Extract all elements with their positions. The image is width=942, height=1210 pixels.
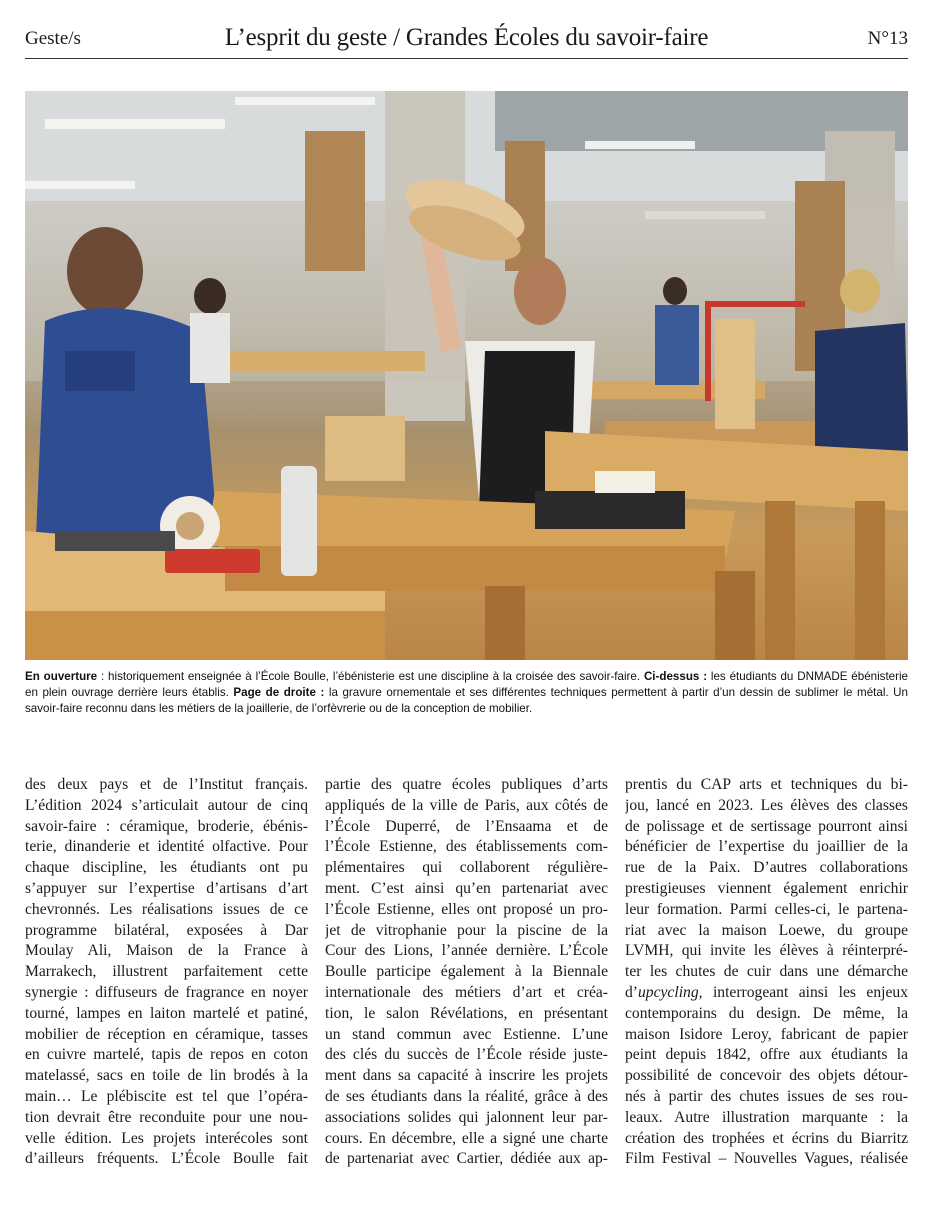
text-line: tion devrait être reconduite pour une nou- bbox=[25, 1108, 308, 1126]
text-line: des deux pays et de l’Institut français. bbox=[25, 776, 308, 793]
text-line: l’École Estienne, elles ont proposé un pro- bbox=[325, 900, 608, 918]
text-line: l’École Duperré, de l’Ensaama et de bbox=[325, 817, 608, 835]
text-line: programme bilatéral, exposées à Dar bbox=[25, 921, 308, 939]
page-title: L’esprit du geste / Grandes Écoles du savoir-faire bbox=[224, 24, 709, 51]
text-line: maison Isidore Leroy, fabricant de papier bbox=[625, 1025, 908, 1043]
text-line: Film Festival – Nouvelles Vagues, réalisée bbox=[625, 1150, 908, 1168]
text-line: création des trophées et écrins du Biarritz bbox=[625, 1129, 908, 1147]
text-line: nés à partir des chutes issues de ses rou- bbox=[625, 1087, 908, 1105]
text-line: savoir-faire : céramique, broderie, ébénis- bbox=[25, 817, 308, 835]
text-line: de ses étudiants dans la réalité, grâce à des bbox=[325, 1087, 608, 1105]
caption-label-above: Ci-dessus : bbox=[643, 670, 708, 683]
text-line: Cour des Lions, l’année dernière. L’École bbox=[325, 942, 608, 960]
caption-label-right-page: Page de droite : bbox=[233, 686, 325, 699]
text-line: possibilité de concevoir des objets détour- bbox=[625, 1067, 908, 1085]
caption-text-opening: : historiquement enseignée à l’École Boulle, l’ébénisterie est une discipline à la croisée des savoir-faire. bbox=[97, 670, 644, 683]
text-line: internationale des métiers d’art et créa- bbox=[325, 983, 608, 1001]
text-line: terie, dinanderie et identité olfactive. Pour bbox=[25, 838, 308, 856]
text-line: mobilier de réception en céramique, tasses bbox=[25, 1025, 308, 1043]
text-line: tion, le salon Révélations, en présentant bbox=[325, 1004, 608, 1022]
text-line: en cuivre martelé, tapis de repos en coton bbox=[25, 1046, 308, 1064]
text-line: ment. C’est ainsi qu’en partenariat avec bbox=[325, 879, 608, 897]
text-line: LVMH, qui invite les élèves à réinterpré- bbox=[625, 942, 908, 960]
text-line: rue de la Paix. D’autres collaborations bbox=[625, 859, 908, 877]
text-line: matelassé, sacs en toile de lin brodés à la bbox=[25, 1067, 308, 1085]
text-line: riat avec la maison Loewe, du groupe bbox=[625, 921, 908, 939]
text-line: associations solides qui jalonnent leur par- bbox=[325, 1108, 608, 1126]
text-column-2 bbox=[325, 775, 608, 1170]
text-line: chevronnés. Les réalisations issues de ce bbox=[25, 900, 308, 918]
text-line: jet de vitrophanie pour la piscine de la bbox=[325, 921, 608, 939]
text-line: synergie : diffuseurs de fragrance en noyer bbox=[25, 983, 308, 1001]
text-line: des clés du succès de l’École réside juste- bbox=[325, 1046, 608, 1064]
text-line: Boulle participe également à la Biennale bbox=[325, 963, 608, 981]
photo-caption bbox=[25, 669, 908, 717]
text-line: ter les chutes de cuir dans une démarche bbox=[625, 963, 908, 981]
text-line: main… Le plébiscite est tel que l’opéra- bbox=[25, 1087, 308, 1105]
text-line: Moulay Ali, Maison de la France à bbox=[25, 942, 308, 960]
text-line: de partenariat avec Cartier, dédiée aux ap- bbox=[325, 1150, 608, 1168]
text-line: l’École Estienne, des établissements com- bbox=[325, 838, 608, 856]
text-line: velle édition. Les projets interécoles sont bbox=[25, 1129, 308, 1147]
workshop-photo-illustration bbox=[25, 91, 908, 660]
magazine-name: Geste/s bbox=[25, 28, 81, 49]
text-line: partie des quatre écoles publiques d’arts bbox=[325, 776, 608, 793]
caption-text-right-page: la gravure ornementale et ses différentes techniques permettent à partir d’un dessin de sublimer le métal. Un savoir-faire reconnu dans les métiers de la joaillerie, de l’orfèvrerie ou de la conception de mobilier. bbox=[25, 686, 908, 715]
text-line: bénéficier de l’expertise du joaillier de la bbox=[625, 838, 908, 856]
text-line: L’édition 2024 s’articulait autour de cinq bbox=[25, 796, 308, 814]
text-line: jou, lancé en 2023. Les élèves des classes bbox=[625, 796, 908, 814]
text-line: d’upcycling, interrogeant ainsi les enjeux bbox=[625, 983, 908, 1001]
text-line: contemporains du design. De même, la bbox=[625, 1004, 908, 1022]
text-line: cours. En décembre, elle a signé une charte bbox=[325, 1129, 608, 1147]
text-line: de polissage et de sertissage pourront ainsi bbox=[625, 817, 908, 835]
text-line: prentis du CAP arts et techniques du bi- bbox=[625, 776, 908, 793]
text-line: leur formation. Parmi celles-ci, le partena- bbox=[625, 900, 908, 918]
text-line: peint depuis 1842, offre aux étudiants la bbox=[625, 1046, 908, 1064]
text-column-3 bbox=[625, 775, 908, 1170]
page-header bbox=[25, 22, 908, 59]
text-line: leaux. Autre illustration marquante : la bbox=[625, 1108, 908, 1126]
text-line: Marrakech, illustrent parfaitement cette bbox=[25, 963, 308, 981]
text-line: ment dans sa capacité à inscrire les projets bbox=[325, 1067, 608, 1085]
caption-label-opening: En ouverture bbox=[25, 670, 98, 683]
text-line: tourné, lampes en laiton martelé et patiné, bbox=[25, 1004, 308, 1022]
issue-number: N°13 bbox=[867, 28, 908, 49]
text-line: chaque discipline, les étudiants ont pu bbox=[25, 859, 308, 877]
caption-text-above: les étudiants du DNMADE ébénisterie en plein ouvrage derrière leurs établis. bbox=[25, 670, 909, 699]
text-column-1 bbox=[25, 775, 308, 1170]
text-line: s’appuyer sur l’expertise d’artisans d’art bbox=[25, 879, 308, 897]
text-line: appliqués de la ville de Paris, aux côtés de bbox=[325, 796, 608, 814]
text-line: d’ailleurs fréquents. L’École Boulle fait bbox=[25, 1150, 308, 1168]
text-line: plémentaires qui collaborent régulière- bbox=[325, 859, 608, 877]
text-line: un stand commun avec Estienne. L’une bbox=[325, 1025, 608, 1043]
workshop-photo bbox=[25, 91, 908, 660]
text-line: prestigieuses viennent également enrichir bbox=[625, 879, 908, 897]
